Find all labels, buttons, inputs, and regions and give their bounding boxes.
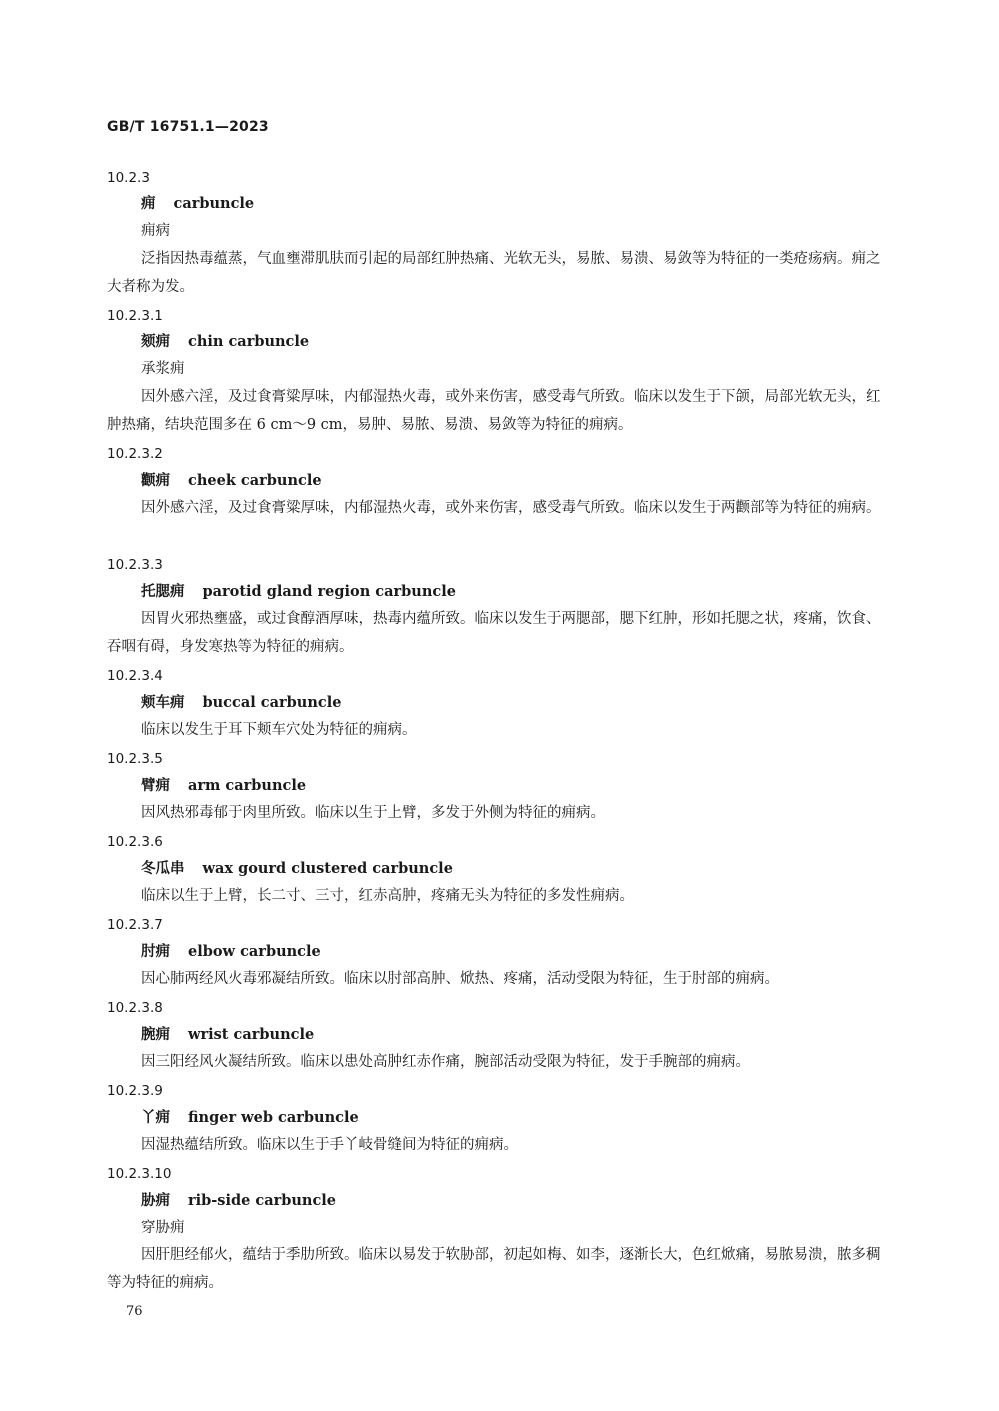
- term-chinese: 颊车痈: [141, 694, 185, 711]
- term-definition: 因三阳经风火凝结所致。临床以患处高肿红赤作痛，腕部活动受限为特征，发于手腕部的痈病。: [141, 1054, 750, 1070]
- term-english: cheek carbuncle: [188, 472, 322, 489]
- term-heading: [141, 1024, 314, 1046]
- term-chinese: 丫痈: [141, 1109, 170, 1126]
- term-heading: [141, 941, 321, 963]
- term-chinese: 肘痈: [141, 943, 170, 960]
- term-english: arm carbuncle: [188, 777, 307, 794]
- term-definition: 临床以发生于耳下颊车穴处为特征的痈病。: [141, 722, 417, 738]
- term-synonym: 痈病: [141, 223, 170, 239]
- term-english: rib-side carbuncle: [188, 1192, 337, 1209]
- term-definition: 因湿热蕴结所致。临床以生于手丫岐骨缝间为特征的痈病。: [141, 1137, 518, 1153]
- term-chinese: 托腮痈: [141, 583, 185, 600]
- term-definition: 因肝胆经郁火，蕴结于季肋所致。临床以易发于软胁部，初起如梅、如李，逐渐长大，色红焮痛，易脓易溃，脓多稠等为特征的痈病。: [107, 1247, 881, 1291]
- term-heading: [141, 193, 254, 215]
- term-heading: [141, 470, 322, 492]
- entry-number: 10.2.3.1: [107, 308, 163, 324]
- entry-number: 10.2.3.3: [107, 557, 163, 573]
- term-heading: [141, 331, 309, 353]
- term-english: wax gourd clustered carbuncle: [202, 860, 453, 877]
- term-chinese: 颏痈: [141, 333, 170, 350]
- term-heading: [141, 692, 341, 714]
- entry-number: 10.2.3: [107, 170, 150, 186]
- term-english: parotid gland region carbuncle: [202, 583, 456, 600]
- term-definition: 泛指因热毒蕴蒸，气血壅滞肌肤而引起的局部红肿热痛、光软无头，易脓、易溃、易敛等为特征的一类疮疡病。痈之大者称为发。: [107, 251, 881, 295]
- entry-number: 10.2.3.4: [107, 668, 163, 684]
- term-heading: [141, 775, 306, 797]
- term-heading: [141, 581, 456, 603]
- entry-number: 10.2.3.2: [107, 446, 163, 462]
- term-english: buccal carbuncle: [202, 694, 342, 711]
- page-number: 76: [126, 1304, 143, 1319]
- term-english: carbuncle: [173, 195, 255, 212]
- term-english: finger web carbuncle: [188, 1109, 359, 1126]
- term-chinese: 胁痈: [141, 1192, 170, 1209]
- term-definition: 因心肺两经风火毒邪凝结所致。临床以肘部高肿、焮热、疼痛，活动受限为特征，生于肘部的痈病。: [141, 971, 779, 987]
- term-heading: [141, 858, 453, 880]
- entry-number: 10.2.3.5: [107, 751, 163, 767]
- standard-header: GB/T 16751.1—2023: [107, 119, 269, 135]
- entry-number: 10.2.3.10: [107, 1166, 172, 1182]
- term-synonym: 穿胁痈: [141, 1220, 185, 1236]
- term-chinese: 臂痈: [141, 777, 170, 794]
- term-english: wrist carbuncle: [188, 1026, 315, 1043]
- term-definition: 临床以生于上臂，长二寸、三寸，红赤高肿，疼痛无头为特征的多发性痈病。: [141, 888, 634, 904]
- entry-number: 10.2.3.8: [107, 1000, 163, 1016]
- term-definition: 因胃火邪热壅盛，或过食醇酒厚味，热毒内蕴所致。临床以发生于两腮部，腮下红肿，形如托腮之状，疼痛，饮食、吞咽有碍，身发寒热等为特征的痈病。: [107, 611, 881, 655]
- entry-number: 10.2.3.9: [107, 1083, 163, 1099]
- entry-number: 10.2.3.6: [107, 834, 163, 850]
- term-chinese: 颧痈: [141, 472, 170, 489]
- term-chinese: 腕痈: [141, 1026, 170, 1043]
- term-chinese: 痈: [141, 195, 156, 212]
- term-definition: 因外感六淫，及过食膏粱厚味，内郁湿热火毒，或外来伤害，感受毒气所致。临床以发生于下颌，局部光软无头，红肿热痛，结块范围多在 6 cm～9 cm，易肿、易脓、易溃、易敛等为特征的痈病。: [107, 389, 881, 433]
- term-chinese: 冬瓜串: [141, 860, 185, 877]
- term-english: chin carbuncle: [188, 333, 310, 350]
- term-heading: [141, 1190, 336, 1212]
- term-synonym: 承浆痈: [141, 361, 185, 377]
- term-heading: [141, 1107, 359, 1129]
- term-definition: 因外感六淫，及过食膏粱厚味，内郁湿热火毒，或外来伤害，感受毒气所致。临床以发生于两颧部等为特征的痈病。: [141, 500, 881, 516]
- entry-number: 10.2.3.7: [107, 917, 163, 933]
- term-definition: 因风热邪毒郁于肉里所致。临床以生于上臂，多发于外侧为特征的痈病。: [141, 805, 605, 821]
- term-english: elbow carbuncle: [188, 943, 321, 960]
